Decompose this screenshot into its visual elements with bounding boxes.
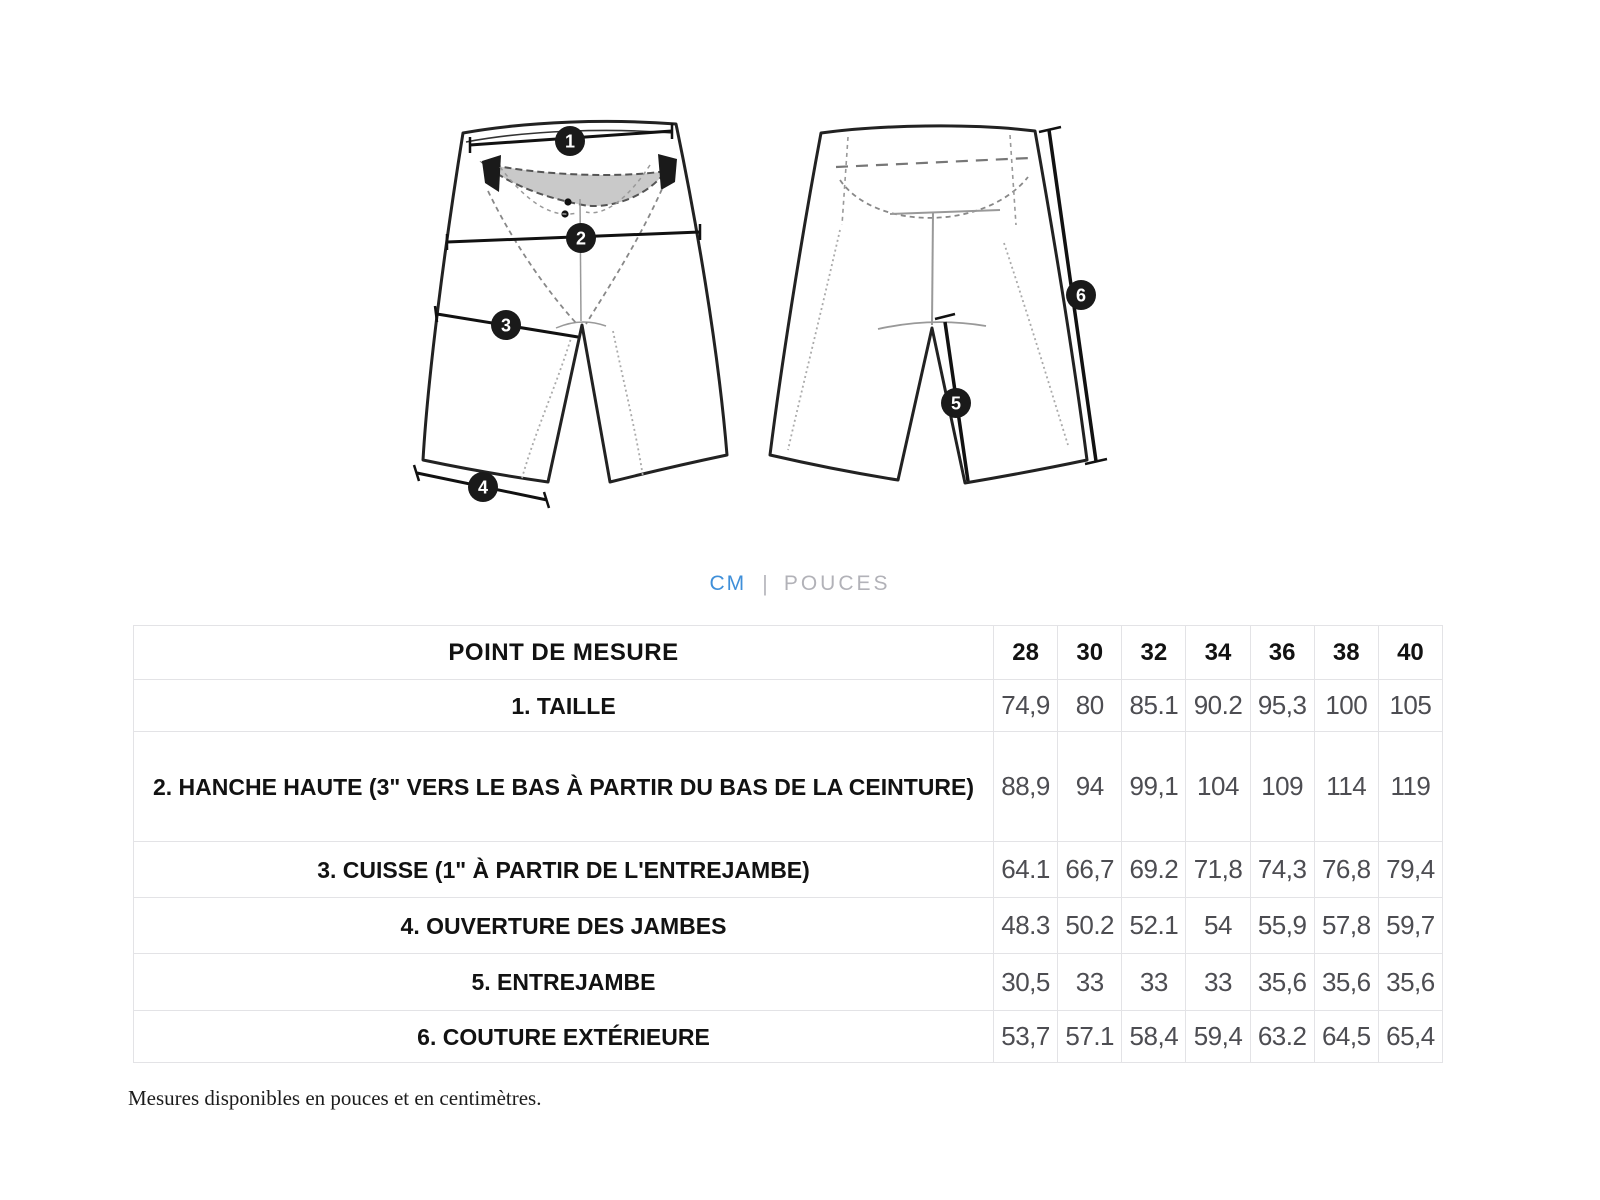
svg-text:4: 4	[477, 477, 489, 498]
front-shorts-view	[414, 121, 727, 508]
table-row-cuisse	[134, 842, 1443, 898]
cell-value: 57.1	[1058, 1011, 1122, 1063]
marker-4	[468, 472, 498, 502]
cell-value: 109	[1250, 732, 1314, 842]
cell-value: 74,9	[994, 680, 1058, 732]
table-row-ouverture-jambes	[134, 898, 1443, 954]
cell-value: 114	[1314, 732, 1378, 842]
cell-value: 74,3	[1250, 842, 1314, 898]
cell-value: 33	[1122, 954, 1186, 1011]
svg-text:3: 3	[500, 315, 512, 336]
cell-value: 90.2	[1186, 680, 1250, 732]
marker-5	[941, 388, 971, 418]
cell-value: 69.2	[1122, 842, 1186, 898]
unit-cm-link[interactable]: CM	[709, 572, 747, 595]
cell-value: 88,9	[994, 732, 1058, 842]
row-label: 4. OUVERTURE DES JAMBES	[134, 898, 994, 954]
row-label: 6. COUTURE EXTÉRIEURE	[134, 1011, 994, 1063]
cell-value: 55,9	[1250, 898, 1314, 954]
marker-2	[566, 223, 596, 253]
cell-value: 104	[1186, 732, 1250, 842]
cell-value: 64,5	[1314, 1011, 1378, 1063]
table-row-taille	[134, 680, 1443, 732]
cell-value: 53,7	[994, 1011, 1058, 1063]
cell-value: 79,4	[1378, 842, 1442, 898]
cell-value: 65,4	[1378, 1011, 1442, 1063]
cell-value: 57,8	[1314, 898, 1378, 954]
back-shorts-view	[770, 126, 1107, 483]
cell-value: 95,3	[1250, 680, 1314, 732]
svg-text:2: 2	[575, 228, 587, 249]
cell-value: 52.1	[1122, 898, 1186, 954]
cell-value: 105	[1378, 680, 1442, 732]
row-label: 1. TAILLE	[134, 680, 994, 732]
table-row-hanche-haute	[134, 732, 1443, 842]
svg-text:5: 5	[950, 393, 962, 414]
size-header-32: 32	[1122, 626, 1186, 680]
cell-value: 100	[1314, 680, 1378, 732]
size-header-34: 34	[1186, 626, 1250, 680]
cell-value: 64.1	[994, 842, 1058, 898]
cell-value: 35,6	[1250, 954, 1314, 1011]
cell-value: 71,8	[1186, 842, 1250, 898]
cell-value: 35,6	[1314, 954, 1378, 1011]
cell-value: 33	[1186, 954, 1250, 1011]
cell-value: 48.3	[994, 898, 1058, 954]
cell-value: 76,8	[1314, 842, 1378, 898]
shorts-diagram-svg	[400, 95, 1120, 515]
cell-value: 99,1	[1122, 732, 1186, 842]
cell-value: 119	[1378, 732, 1442, 842]
size-header-36: 36	[1250, 626, 1314, 680]
cell-value: 66,7	[1058, 842, 1122, 898]
back-shorts-outline	[770, 126, 1087, 483]
availability-note: Mesures disponibles en pouces et en centimètres.	[128, 1086, 542, 1110]
marker-6	[1066, 280, 1096, 310]
cell-value: 33	[1058, 954, 1122, 1011]
shorts-measurement-diagram	[400, 95, 1120, 515]
row-label: 5. ENTREJAMBE	[134, 954, 994, 1011]
cell-value: 85.1	[1122, 680, 1186, 732]
cell-value: 50.2	[1058, 898, 1122, 954]
cell-value: 35,6	[1378, 954, 1442, 1011]
cell-value: 58,4	[1122, 1011, 1186, 1063]
size-header-28: 28	[994, 626, 1058, 680]
size-chart-table	[133, 625, 1443, 1063]
size-header-40: 40	[1378, 626, 1442, 680]
measure-point-header: POINT DE MESURE	[134, 626, 994, 680]
cell-value: 59,4	[1186, 1011, 1250, 1063]
size-header-30: 30	[1058, 626, 1122, 680]
svg-text:6: 6	[1075, 285, 1087, 306]
size-header-38: 38	[1314, 626, 1378, 680]
table-row-entrejambe	[134, 954, 1443, 1011]
unit-toggle-divider: |	[762, 571, 768, 596]
snap-button	[564, 198, 571, 205]
table-row-couture-exterieure	[134, 1011, 1443, 1063]
unit-pouces-link[interactable]: POUCES	[783, 572, 891, 595]
cell-value: 59,7	[1378, 898, 1442, 954]
cell-value: 30,5	[994, 954, 1058, 1011]
back-rise-line	[932, 212, 933, 325]
svg-text:1: 1	[564, 131, 576, 152]
cell-value: 94	[1058, 732, 1122, 842]
cell-value: 54	[1186, 898, 1250, 954]
unit-toggle	[0, 570, 1600, 598]
marker-3	[491, 310, 521, 340]
row-label: 2. HANCHE HAUTE (3" VERS LE BAS À PARTIR DU BAS DE LA CEINTURE)	[134, 732, 994, 842]
table-header-row	[134, 626, 1443, 680]
cell-value: 63.2	[1250, 1011, 1314, 1063]
cell-value: 80	[1058, 680, 1122, 732]
row-label: 3. CUISSE (1" À PARTIR DE L'ENTREJAMBE)	[134, 842, 994, 898]
marker-1	[555, 126, 585, 156]
